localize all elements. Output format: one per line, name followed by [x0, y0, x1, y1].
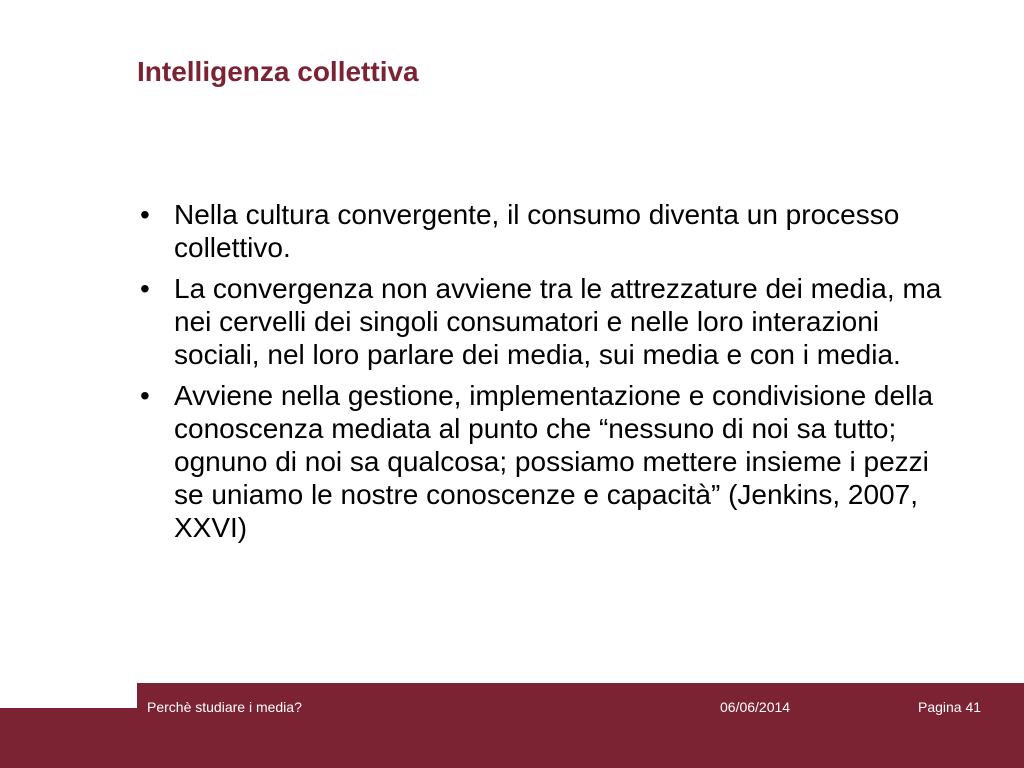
- bullet-text: Avviene nella gestione, implementazione e condivisione della conoscenza mediata al punto che “nessuno di noi sa tutto; ognuno di noi sa qualcosa; possiamo mettere insieme i pezzi se uniamo le nostre conoscenze e capacità” (Jenkins, 2007, XXVI): [174, 380, 934, 543]
- footer-page-number: Pagina 41: [918, 699, 982, 715]
- footer-band: [137, 683, 1024, 768]
- bullet-dot-icon: •: [140, 273, 150, 304]
- footer-date: 06/06/2014: [720, 699, 791, 715]
- footer-band-left: [0, 708, 137, 768]
- bullet-item: [136, 379, 956, 544]
- bullet-list: [136, 198, 956, 552]
- bullet-dot-icon: •: [140, 380, 150, 411]
- bullet-text: La convergenza non avviene tra le attrezzature dei media, ma nei cervelli dei singoli consumatori e nelle loro interazioni sociali, nel loro parlare dei media, sui media e con i media.: [174, 273, 942, 370]
- bullet-dot-icon: •: [140, 199, 150, 230]
- bullet-text: Nella cultura convergente, il consumo diventa un processo collettivo.: [174, 199, 900, 263]
- slide-title: Intelligenza collettiva: [137, 56, 419, 87]
- bullet-item: [136, 272, 956, 371]
- bullet-item: [136, 198, 956, 264]
- footer-title: Perchè studiare i media?: [147, 699, 302, 715]
